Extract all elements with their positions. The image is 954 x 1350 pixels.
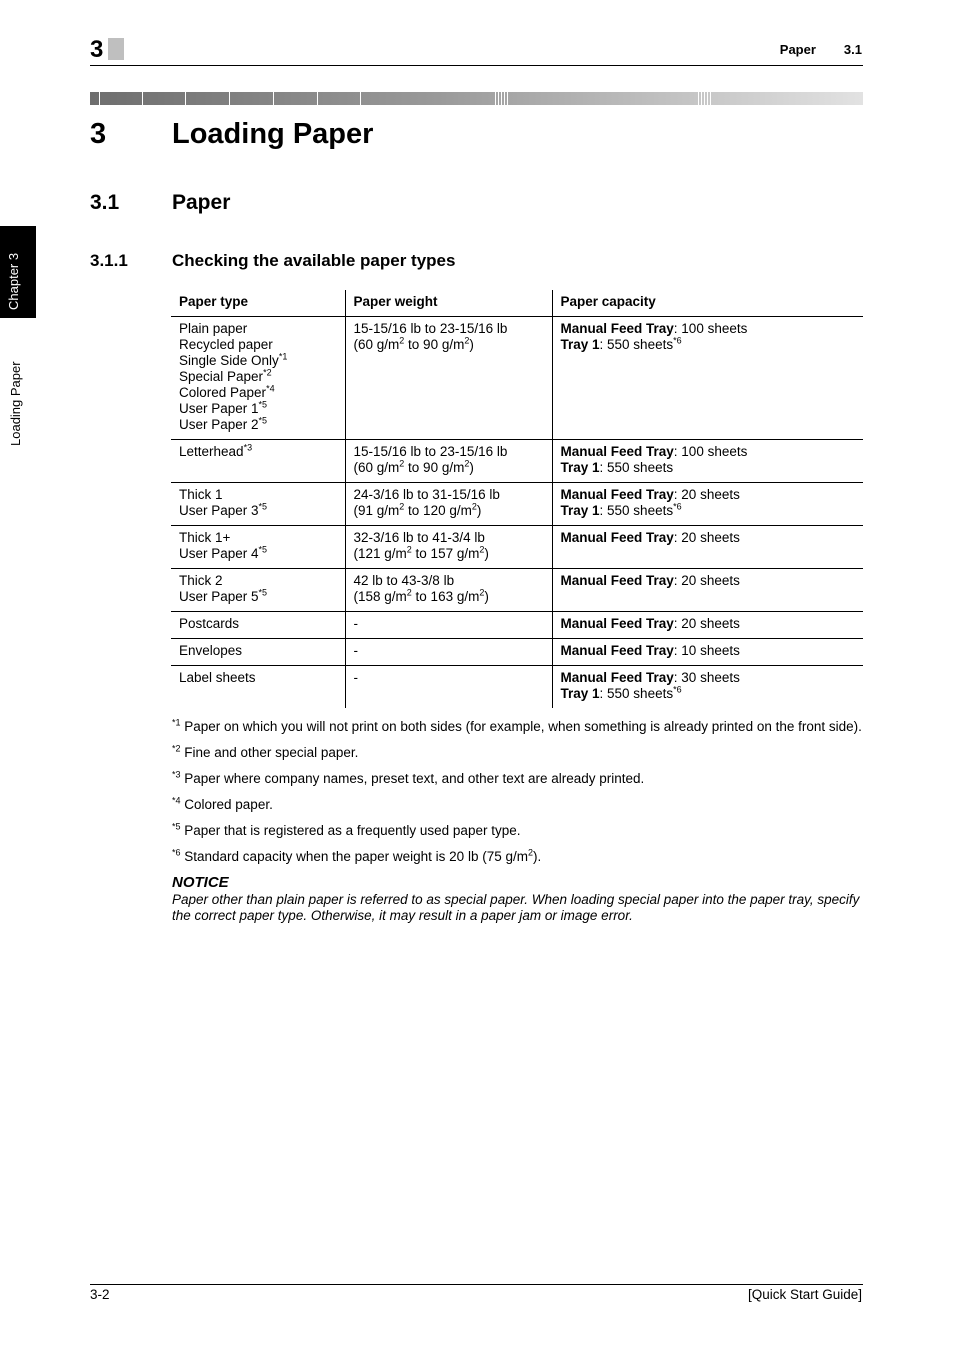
- header-chapter-number: [90, 36, 124, 63]
- capacity-line: [561, 670, 856, 686]
- unit-superscript: 2: [464, 335, 470, 346]
- cell-paper-capacity: [552, 666, 863, 709]
- capacity-line: [561, 573, 856, 589]
- capacity-value: : 20 sheets: [673, 573, 740, 588]
- table-row: [171, 526, 863, 569]
- capacity-value: : 100 sheets: [673, 321, 748, 336]
- paper-weight-gsm: [354, 503, 544, 519]
- capacity-value: : 550 sheets: [599, 337, 674, 352]
- capacity-line: [561, 686, 856, 702]
- header-rule: [90, 65, 863, 66]
- paper-type-line: [179, 616, 337, 632]
- gsm-part: to 157 g/m: [411, 546, 480, 561]
- gsm-part: ): [469, 460, 474, 475]
- gsm-part: (60 g/m: [353, 460, 400, 475]
- table-row: [171, 317, 863, 440]
- unit-superscript: 2: [399, 501, 405, 512]
- gsm-part: ): [484, 589, 489, 604]
- paper-type-line: [179, 337, 337, 353]
- footnote-ref: *5: [258, 501, 268, 512]
- paper-type-line: [179, 321, 337, 337]
- paper-type-line: [179, 444, 337, 460]
- gsm-part: ): [476, 503, 482, 518]
- paper-weight-lb: 32-3/16 lb to 41-3/4 lb: [353, 530, 485, 545]
- cell-paper-capacity: [552, 526, 863, 569]
- paper-weight-gsm: [354, 337, 544, 353]
- footnote-mark: *4: [172, 795, 181, 806]
- gsm-part: (91 g/m: [353, 503, 400, 518]
- paper-type-line: [179, 503, 337, 519]
- footnote-text: Paper on which you will not print on both sides (for example, when something is already printed on the front side).: [180, 719, 862, 734]
- unit-superscript: 2: [479, 544, 485, 555]
- chapter-number-box: [108, 38, 124, 60]
- capacity-tray-label: Manual Feed Tray: [560, 444, 674, 459]
- gsm-part: to 90 g/m: [404, 460, 465, 475]
- chapter-heading: [90, 118, 373, 151]
- capacity-value: : 100 sheets: [673, 444, 748, 459]
- footnote-ref: *5: [258, 399, 268, 410]
- footnote: [172, 848, 864, 866]
- cell-paper-type: [171, 526, 345, 569]
- table-row: [171, 666, 863, 709]
- footnote-ref: *2: [263, 367, 272, 378]
- subsection-heading-number: 3.1.1: [90, 251, 128, 270]
- footnote-mark: *2: [172, 743, 181, 754]
- paper-type-name: User Paper 4: [179, 546, 259, 561]
- cell-paper-type: [171, 639, 345, 666]
- footnote-mark: *5: [172, 821, 181, 832]
- capacity-tray-label: Manual Feed Tray: [560, 616, 674, 631]
- capacity-line: [561, 616, 856, 632]
- capacity-line: [561, 460, 856, 476]
- footnote: [172, 822, 864, 840]
- capacity-value: : 20 sheets: [673, 616, 740, 631]
- capacity-tray-label: Tray 1: [560, 686, 600, 701]
- notice-title: NOTICE: [172, 874, 229, 891]
- capacity-line: [561, 530, 856, 546]
- capacity-line: [561, 337, 856, 353]
- table-row: [171, 639, 863, 666]
- cell-paper-type: [171, 569, 345, 612]
- footnote: [172, 718, 864, 736]
- paper-type-name: Letterhead: [179, 444, 244, 459]
- paper-type-name: Plain paper: [179, 321, 248, 336]
- capacity-tray-label: Manual Feed Tray: [560, 643, 674, 658]
- capacity-value: : 10 sheets: [673, 643, 740, 658]
- cell-paper-capacity: [552, 483, 863, 526]
- section-heading-title: Paper: [172, 191, 231, 214]
- running-header-title: Paper: [779, 42, 816, 57]
- footnote-tail: ).: [533, 849, 542, 864]
- paper-type-name: Recycled paper: [179, 337, 273, 352]
- capacity-tray-label: Manual Feed Tray: [560, 530, 674, 545]
- capacity-tray-label: Tray 1: [560, 337, 600, 352]
- paper-type-name: Thick 1: [179, 487, 223, 502]
- side-tab-chapter-label: Chapter 3: [6, 252, 21, 310]
- unit-superscript: 2: [399, 335, 405, 346]
- footnote: [172, 796, 864, 814]
- subsection-heading-title: Checking the available paper types: [172, 251, 456, 270]
- footnote-ref: *5: [258, 544, 268, 555]
- gsm-part: to 163 g/m: [411, 589, 480, 604]
- footer-rule: [90, 1284, 863, 1285]
- section-heading-number: 3.1: [90, 191, 120, 214]
- capacity-value: : 20 sheets: [673, 487, 740, 502]
- cell-paper-type: [171, 612, 345, 639]
- gsm-part: to 120 g/m: [404, 503, 472, 518]
- capacity-tray-label: Manual Feed Tray: [560, 573, 674, 588]
- footnotes-block: [172, 718, 864, 924]
- footnote-text: Paper that is registered as a frequently used paper type.: [180, 823, 521, 838]
- chapter-heading-title: Loading Paper: [172, 118, 374, 150]
- footnote: [172, 744, 864, 762]
- capacity-tray-label: Tray 1: [560, 460, 600, 475]
- capacity-line: [561, 487, 856, 503]
- capacity-line: [561, 444, 856, 460]
- footnote: [172, 770, 864, 788]
- gsm-part: (60 g/m: [353, 337, 400, 352]
- unit-superscript: 2: [399, 458, 405, 469]
- unit-superscript: 2: [479, 587, 485, 598]
- paper-type-name: User Paper 2: [179, 417, 259, 432]
- footnote-text: Paper where company names, preset text, and other text are already printed.: [180, 771, 645, 786]
- footnote-mark: *1: [172, 717, 181, 728]
- paper-type-line: [179, 417, 337, 433]
- table-header-row: [171, 290, 863, 317]
- paper-type-name: Single Side Only: [179, 353, 279, 368]
- paper-type-name: Special Paper: [179, 369, 264, 384]
- footnote-ref: *3: [243, 442, 253, 453]
- paper-weight-lb: 15-15/16 lb to 23-15/16 lb: [353, 321, 508, 336]
- paper-weight-lb: 15-15/16 lb to 23-15/16 lb: [353, 444, 508, 459]
- paper-types-table: [171, 290, 863, 708]
- table-row: [171, 569, 863, 612]
- paper-type-name: Envelopes: [179, 643, 243, 658]
- cell-paper-weight: [345, 639, 552, 666]
- cell-paper-type: [171, 666, 345, 709]
- cell-paper-type: [171, 317, 345, 440]
- paper-type-name: User Paper 1: [179, 401, 259, 416]
- paper-weight-none: -: [353, 643, 358, 658]
- footnote-ref: *6: [673, 684, 682, 695]
- paper-type-line: [179, 369, 337, 385]
- footnote-mark: *6: [172, 847, 181, 858]
- footnote-ref: *5: [258, 415, 268, 426]
- footnotes-list: [172, 718, 864, 866]
- unit-superscript: 2: [406, 587, 412, 598]
- footnote-ref: *1: [278, 351, 288, 362]
- paper-type-line: [179, 589, 337, 605]
- paper-type-line: [179, 670, 337, 686]
- cell-paper-weight: [345, 569, 552, 612]
- capacity-value: : 20 sheets: [673, 530, 740, 545]
- footnote-ref: *4: [266, 383, 275, 394]
- table-row: [171, 440, 863, 483]
- paper-type-name: Thick 2: [179, 573, 223, 588]
- footnote-text: Fine and other special paper.: [180, 745, 359, 760]
- capacity-tray-label: Tray 1: [560, 503, 600, 518]
- capacity-value: : 30 sheets: [673, 670, 740, 685]
- cell-paper-capacity: [552, 639, 863, 666]
- paper-type-line: [179, 643, 337, 659]
- paper-type-name: User Paper 3: [179, 503, 259, 518]
- gsm-part: (121 g/m: [353, 546, 407, 561]
- cell-paper-type: [171, 440, 345, 483]
- subsection-heading: [90, 251, 455, 271]
- cell-paper-capacity: [552, 612, 863, 639]
- cell-paper-weight: [345, 612, 552, 639]
- gsm-part: (158 g/m: [353, 589, 407, 604]
- paper-weight-gsm: [354, 460, 544, 476]
- unit-superscript: 2: [527, 847, 533, 858]
- unit-superscript: 2: [464, 458, 470, 469]
- footnote-ref: *5: [258, 587, 268, 598]
- paper-weight-gsm: [354, 589, 544, 605]
- cell-paper-weight: [345, 317, 552, 440]
- paper-type-name: Colored Paper: [179, 385, 267, 400]
- running-header-number: 3.1: [843, 42, 862, 57]
- cell-paper-capacity: [552, 569, 863, 612]
- capacity-line: [561, 503, 856, 519]
- cell-paper-weight: [345, 483, 552, 526]
- unit-superscript: 2: [471, 501, 477, 512]
- guide-title: [Quick Start Guide]: [747, 1287, 862, 1302]
- capacity-value: : 550 sheets: [599, 686, 674, 701]
- decorative-stripe: [90, 92, 863, 105]
- paper-type-name: Postcards: [179, 616, 240, 631]
- footnote-text: Standard capacity when the paper weight is 20 lb (75 g/m: [180, 849, 528, 864]
- table-row: [171, 612, 863, 639]
- cell-paper-weight: [345, 666, 552, 709]
- column-header-paper-type: Paper type: [171, 290, 345, 317]
- section-heading: [90, 191, 230, 215]
- gsm-part: ): [484, 546, 489, 561]
- capacity-tray-label: Manual Feed Tray: [560, 487, 674, 502]
- capacity-value: : 550 sheets: [599, 460, 674, 475]
- capacity-value: : 550 sheets: [599, 503, 674, 518]
- cell-paper-capacity: [552, 440, 863, 483]
- paper-type-name: Label sheets: [179, 670, 256, 685]
- paper-weight-none: -: [353, 670, 358, 685]
- footnote-mark: *3: [172, 769, 181, 780]
- gsm-part: to 90 g/m: [404, 337, 465, 352]
- cell-paper-type: [171, 483, 345, 526]
- cell-paper-weight: [345, 526, 552, 569]
- paper-weight-none: -: [353, 616, 358, 631]
- footnote-ref: *6: [673, 335, 682, 346]
- paper-type-name: Thick 1+: [179, 530, 231, 545]
- paper-weight-gsm: [354, 546, 544, 562]
- paper-type-line: [179, 353, 337, 369]
- gsm-part: ): [469, 337, 474, 352]
- paper-weight-lb: 42 lb to 43-3/8 lb: [353, 573, 455, 588]
- cell-paper-weight: [345, 440, 552, 483]
- capacity-line: [561, 643, 856, 659]
- footnote-ref: *6: [673, 501, 682, 512]
- notice-text: Paper other than plain paper is referred to as special paper. When loading special paper into the paper tray, specify the correct paper type. Otherwise, it may result in a paper jam or image error.: [172, 892, 860, 923]
- unit-superscript: 2: [406, 544, 412, 555]
- column-header-paper-capacity: Paper capacity: [552, 290, 863, 317]
- paper-weight-lb: 24-3/16 lb to 31-15/16 lb: [353, 487, 500, 502]
- capacity-line: [561, 321, 856, 337]
- cell-paper-capacity: [552, 317, 863, 440]
- capacity-tray-label: Manual Feed Tray: [560, 670, 674, 685]
- running-header: [780, 42, 862, 57]
- footnote-text: Colored paper.: [180, 797, 273, 812]
- chapter-number: 3: [90, 36, 104, 63]
- paper-type-name: User Paper 5: [179, 589, 259, 604]
- paper-type-line: [179, 546, 337, 562]
- side-section-label: Loading Paper: [8, 361, 23, 446]
- table-row: [171, 483, 863, 526]
- column-header-paper-weight: Paper weight: [345, 290, 552, 317]
- page-number: 3-2: [90, 1287, 110, 1302]
- chapter-heading-number: 3: [90, 118, 107, 150]
- capacity-tray-label: Manual Feed Tray: [560, 321, 674, 336]
